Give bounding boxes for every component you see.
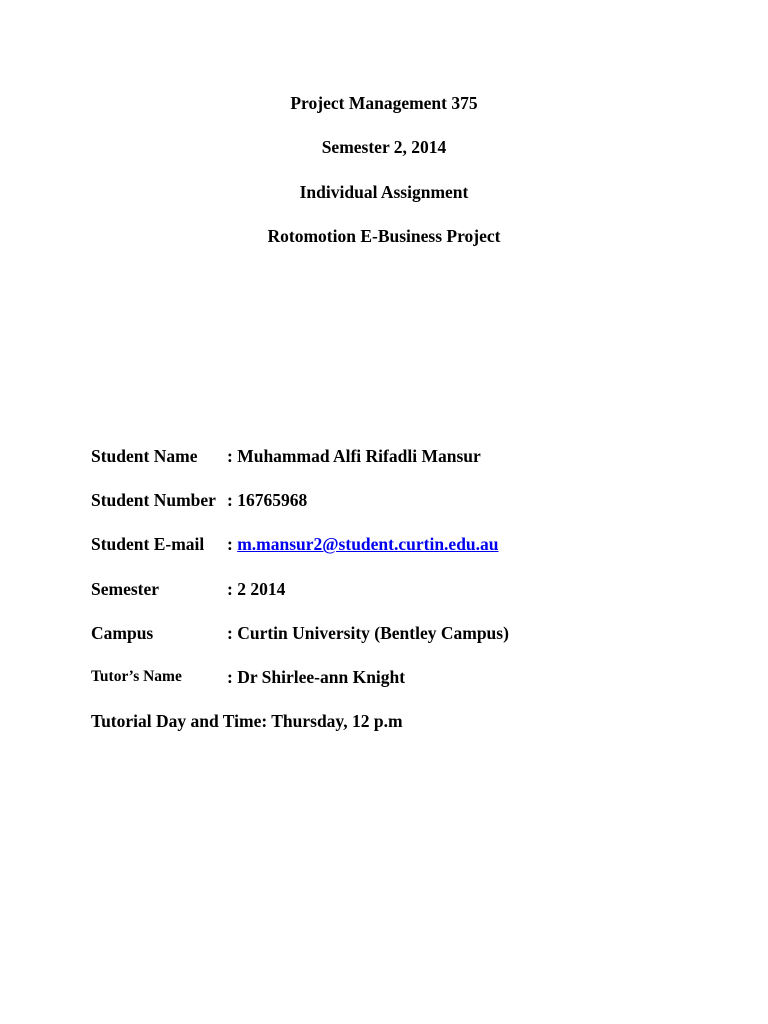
semester-value	[227, 578, 285, 600]
student-email-value	[227, 533, 499, 555]
semester-text: 2 2014	[237, 578, 286, 599]
separator: :	[227, 446, 238, 466]
student-name-text: Muhammad Alfi Rifadli Mansur	[237, 446, 481, 466]
campus-text: Curtin University (Bentley Campus)	[237, 622, 509, 643]
student-name-label: Student Name	[91, 446, 198, 466]
student-info-block	[91, 445, 731, 754]
separator: :	[227, 578, 238, 599]
student-name-value	[227, 445, 481, 467]
tutor-row	[91, 666, 731, 688]
campus-label: Campus	[91, 622, 154, 643]
student-email-link[interactable]: m.mansur2@student.curtin.edu.au	[237, 534, 499, 555]
student-number-text: 16765968	[237, 490, 308, 511]
separator: :	[227, 622, 238, 643]
semester-row	[91, 578, 731, 600]
semester-title: Semester 2, 2014	[321, 137, 447, 158]
student-email-row	[91, 533, 731, 555]
semester-label: Semester	[91, 578, 160, 599]
campus-value	[227, 622, 509, 644]
separator: :	[227, 490, 238, 511]
tutorial-row	[91, 710, 731, 732]
tutor-text: Dr Shirlee-ann Knight	[237, 666, 406, 687]
title-block	[0, 92, 768, 269]
student-email-label: Student E-mail	[91, 534, 205, 555]
assignment-type: Individual Assignment	[299, 181, 469, 202]
campus-row	[91, 622, 731, 644]
tutorial-day-time: Tutorial Day and Time: Thursday, 12 p.m	[91, 711, 403, 732]
tutor-value	[227, 666, 405, 688]
separator: :	[227, 534, 238, 555]
student-number-label: Student Number	[91, 490, 216, 511]
course-title: Project Management 375	[290, 93, 478, 113]
tutor-label: Tutor’s Name	[91, 667, 182, 685]
project-title: Rotomotion E-Business Project	[267, 225, 501, 246]
student-number-row	[91, 489, 731, 511]
student-name-row	[91, 445, 731, 467]
student-number-value	[227, 489, 307, 511]
separator: :	[227, 666, 238, 687]
